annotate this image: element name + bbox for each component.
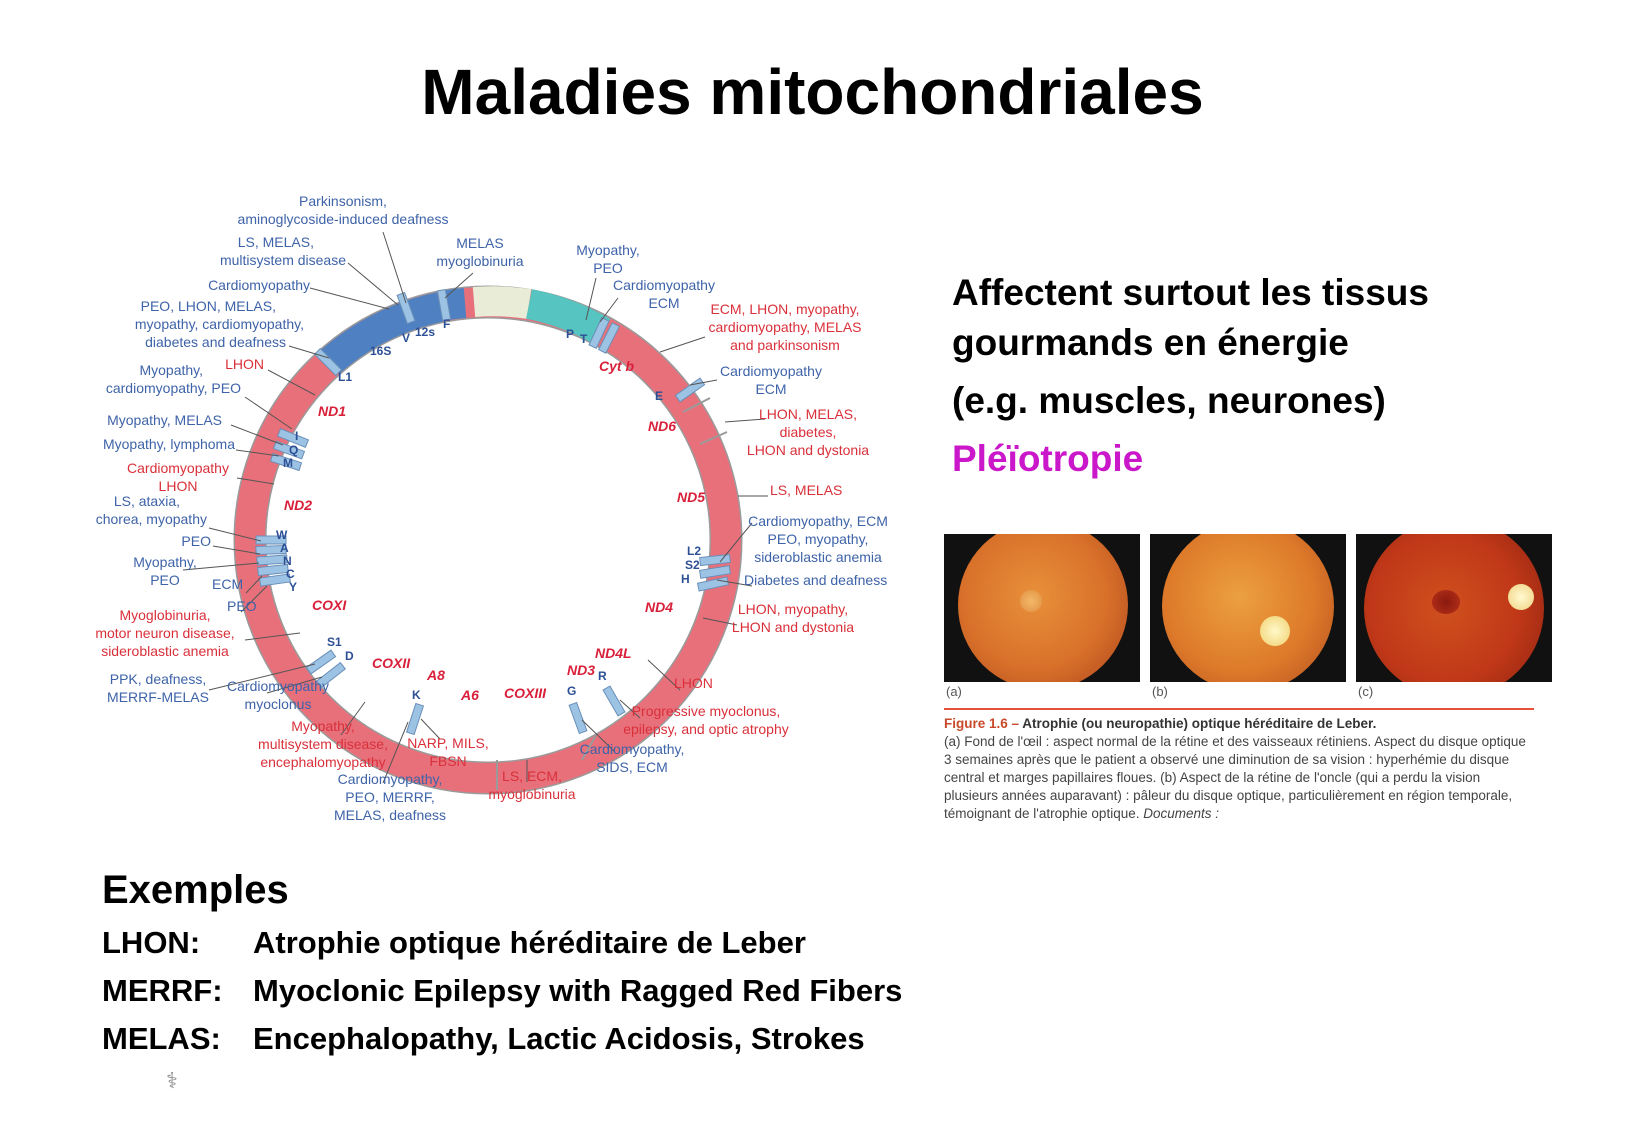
- disease-annotation: Myopathy, multisystem disease, encephalomyopathy: [258, 718, 388, 770]
- gene-label: L1: [338, 370, 353, 384]
- example-abbr: LHON:: [102, 925, 201, 960]
- page-title: Maladies mitochondriales: [421, 56, 1204, 128]
- disease-annotation: Cardiomyopathy, PEO, MERRF, MELAS, deafness: [333, 771, 447, 823]
- rrna-12s-segment: [448, 303, 465, 305]
- gene-label: F: [443, 317, 451, 331]
- disease-annotation: PEO: [181, 533, 211, 549]
- disease-annotation: Cardiomyopathy ECM: [720, 363, 822, 397]
- gene-label: R: [598, 669, 607, 683]
- gene-label: A: [280, 541, 289, 555]
- gene-label: ND5: [677, 489, 706, 505]
- disease-annotation: LHON, MELAS, diabetes, LHON and dystonia: [746, 406, 870, 458]
- gene-label: 16S: [370, 344, 392, 358]
- figure-rule: [944, 708, 1534, 710]
- example-abbr: MELAS:: [102, 1021, 221, 1056]
- gene-label: G: [567, 684, 577, 698]
- control-region-segment: [474, 301, 529, 304]
- gene-label: COXIII: [504, 685, 547, 701]
- figure-caption: Figure 1.6 – Atrophie (ou neuropathie) optique héréditaire de Leber. (a) Fond de l'œil : aspect normal de la rétine et des vaisseaux rétiniens. Aspect du disque optique 3 semaines après que le patient a observé une diminution de sa vision : hyperhémie du disque central et marges papillaires floues. (b) Aspect de la rétine de l'oncle (qui a perdu la vision plusieurs années auparavant) : pâleur du disque optique, particulièrement en région temporale, témoignant de l'atrophie optique. Documents :: [944, 716, 1526, 821]
- gene-label: ND3: [567, 662, 596, 678]
- disease-annotation: Myopathy, cardiomyopathy, PEO: [105, 362, 241, 396]
- disease-annotation: NARP, MILS, FBSN: [407, 735, 489, 769]
- disease-annotation: Cardiomyopathy ECM: [613, 277, 715, 311]
- disease-annotation: ECM: [212, 576, 244, 592]
- gene-label: ND1: [318, 403, 347, 419]
- disease-annotation: Cardiomyopathy, ECM PEO, myopathy, sideroblastic anemia: [748, 513, 888, 565]
- summary-line: Affectent surtout les tissus gourmands en énergie: [952, 272, 1429, 363]
- summary-line: (e.g. muscles, neurones): [952, 380, 1386, 421]
- disease-annotation: Diabetes and deafness: [744, 572, 888, 588]
- gene-label: E: [655, 389, 664, 403]
- gene-label: I: [295, 429, 299, 443]
- disease-annotation: LS, MELAS, multisystem disease: [219, 234, 346, 268]
- disease-annotation: LHON, myopathy, LHON and dystonia: [731, 601, 855, 635]
- disease-annotation: LS, ECM, myoglobinuria: [488, 768, 576, 802]
- gene-label: D: [345, 649, 354, 663]
- disease-annotation: Parkinsonism, aminoglycoside-induced deafness: [237, 193, 449, 227]
- disease-annotation: Cardiomyopathy myoclonus: [227, 678, 329, 712]
- example-text: Myoclonic Epilepsy with Ragged Red Fibers: [253, 973, 903, 1008]
- gene-label: N: [283, 554, 292, 568]
- gene-label: W: [276, 528, 288, 542]
- gene-label: A6: [461, 687, 479, 703]
- example-text: Atrophie optique héréditaire de Leber: [253, 925, 806, 960]
- caduceus-icon: ⚕: [166, 1068, 178, 1093]
- fundus-photo-c: [1356, 534, 1552, 682]
- example-row: [102, 1015, 902, 1063]
- fundus-photo-a: [944, 534, 1140, 682]
- gene-label: V: [402, 331, 411, 345]
- gene-label: K: [412, 688, 421, 702]
- disease-annotation: MELAS myoglobinuria: [436, 235, 524, 269]
- gene-label: C: [286, 567, 295, 581]
- pleiotropy-label: Pléïotropie: [952, 438, 1144, 479]
- disease-annotation: Progressive myoclonus, epilepsy, and optic atrophy: [623, 703, 789, 737]
- gene-label: S1: [327, 635, 342, 649]
- example-row: [102, 919, 902, 967]
- disease-annotation: Myopathy, lymphoma: [102, 436, 235, 452]
- disease-annotation: LS, MELAS: [770, 482, 843, 498]
- disease-annotation: PEO: [227, 598, 257, 614]
- gene-label: T: [580, 332, 588, 346]
- example-row: [102, 967, 902, 1015]
- disease-annotation: Cardiomyopathy, SIDS, ECM: [579, 741, 685, 775]
- disease-annotation: Cardiomyopathy LHON: [127, 460, 229, 494]
- gene-label: H: [681, 572, 690, 586]
- gene-label: 12s: [415, 325, 436, 339]
- gene-label: A8: [427, 667, 445, 683]
- fundus-figure: [944, 530, 1534, 830]
- disease-annotation: LHON: [674, 675, 713, 691]
- gene-label: COXII: [372, 655, 411, 671]
- gene-label: P: [566, 327, 575, 341]
- mtdna-diagram: [0, 0, 900, 840]
- figure-label-c: (c): [1358, 684, 1374, 699]
- disease-annotation: Cardiomyopathy: [208, 277, 310, 293]
- gene-label: Q: [289, 443, 299, 457]
- disease-annotation: Myoglobinuria, motor neuron disease, sideroblastic anemia: [95, 607, 235, 659]
- gene-label: S2: [685, 558, 700, 572]
- disease-annotation: LHON: [225, 356, 264, 372]
- disease-annotation: Myopathy, MELAS: [107, 412, 222, 428]
- gene-label: ND4: [645, 599, 674, 615]
- examples-section: [102, 868, 902, 1063]
- gene-label: Y: [289, 580, 298, 594]
- disease-annotation: LS, ataxia, chorea, myopathy: [95, 493, 207, 527]
- gene-label: ND4L: [595, 645, 632, 661]
- figure-label-a: (a): [946, 684, 962, 699]
- gene-label: COXI: [312, 597, 347, 613]
- gene-label: L2: [687, 544, 702, 558]
- disease-annotation: PEO, LHON, MELAS, myopathy, cardiomyopathy, diabetes and deafness: [134, 298, 304, 350]
- disease-annotation: Myopathy, PEO: [576, 242, 640, 276]
- disease-annotation: Myopathy, PEO: [133, 554, 197, 588]
- example-text: Encephalopathy, Lactic Acidosis, Strokes: [253, 1021, 865, 1056]
- disease-annotation: PPK, deafness, MERRF-MELAS: [107, 671, 209, 705]
- example-abbr: MERRF:: [102, 973, 223, 1008]
- gene-label: M: [283, 456, 293, 470]
- examples-title: Exemples: [102, 868, 289, 912]
- gene-label: ND2: [284, 497, 313, 513]
- gene-label: Cyt b: [599, 358, 634, 374]
- fundus-photo-b: [1150, 534, 1346, 682]
- gene-label: ND6: [648, 418, 677, 434]
- disease-annotation: ECM, LHON, myopathy, cardiomyopathy, MELAS and parkinsonism: [708, 301, 862, 353]
- summary-text: [952, 268, 1429, 492]
- figure-label-b: (b): [1152, 684, 1168, 699]
